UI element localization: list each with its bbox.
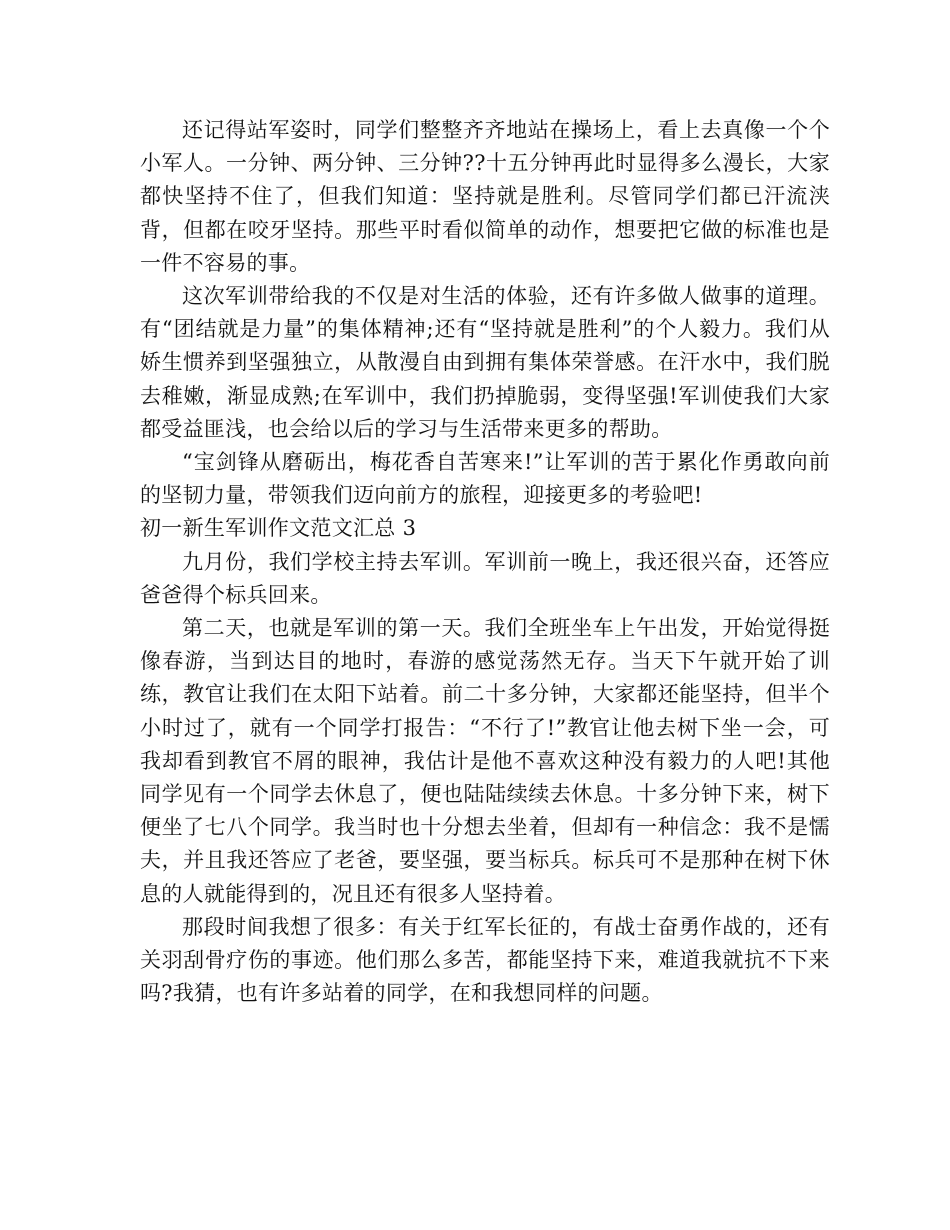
paragraph-september: 九月份，我们学校主持去军训。军训前一晚上，我还很兴奋，还答应爸爸得个标兵回来。	[140, 549, 830, 607]
paragraph-sword-quote: “宝剑锋从磨砺出，梅花香自苦寒来!”让军训的苦于累化作勇敢向前的坚韧力量，带领我们迈向前方的旅程，迎接更多的考验吧!	[140, 450, 830, 508]
paragraph-second-day: 第二天，也就是军训的第一天。我们全班坐车上午出发，开始觉得挺像春游，当到达目的地时，春游的感觉荡然无存。当天下午就开始了训练，教官让我们在太阳下站着。前二十多分钟，大家都还能坚持，但半个小时过了，就有一个同学打报告：“不行了!”教官让他去树下坐一会，可我却看到教官不屑的眼神，我估计是他不喜欢这种没有毅力的人吧!其他同学见有一个同学去休息了，便也陆陆续续去休息。十多分钟下来，树下便坐了七八个同学。我当时也十分想去坐着，但却有一种信念：我不是懦夫，并且我还答应了老爸，要坚强，要当标兵。标兵可不是那种在树下休息的人就能得到的，况且还有很多人坚持着。	[140, 616, 830, 906]
paragraph-training-lessons: 这次军训带给我的不仅是对生活的体验，还有许多做人做事的道理。有“团结就是力量”的集体精神;还有“坚持就是胜利”的个人毅力。我们从娇生惯养到坚强独立，从散漫自由到拥有集体荣誉感。在汗水中，我们脱去稚嫩，渐显成熟;在军训中，我们扔掉脆弱，变得坚强!军训使我们大家都受益匪浅，也会给以后的学习与生活带来更多的帮助。	[140, 284, 830, 441]
paragraph-military-stance: 还记得站军姿时，同学们整整齐齐地站在操场上，看上去真像一个个小军人。一分钟、两分钟、三分钟??十五分钟再此时显得多么漫长，大家都快坚持不住了，但我们知道：坚持就是胜利。尽管同学们都已汗流浃背，但都在咬牙坚持。那些平时看似简单的动作，想要把它做的标准也是一件不容易的事。	[140, 118, 830, 275]
paragraph-reflection: 那段时间我想了很多：有关于红军长征的，有战士奋勇作战的，还有关羽刮骨疗伤的事迹。他们那么多苦，都能坚持下来，难道我就抗不下来吗?我猜，也有许多站着的同学，在和我想同样的问题。	[140, 914, 830, 1006]
section-title: 初一新生军训作文范文汇总 3	[140, 516, 417, 541]
document-body	[140, 114, 830, 1010]
